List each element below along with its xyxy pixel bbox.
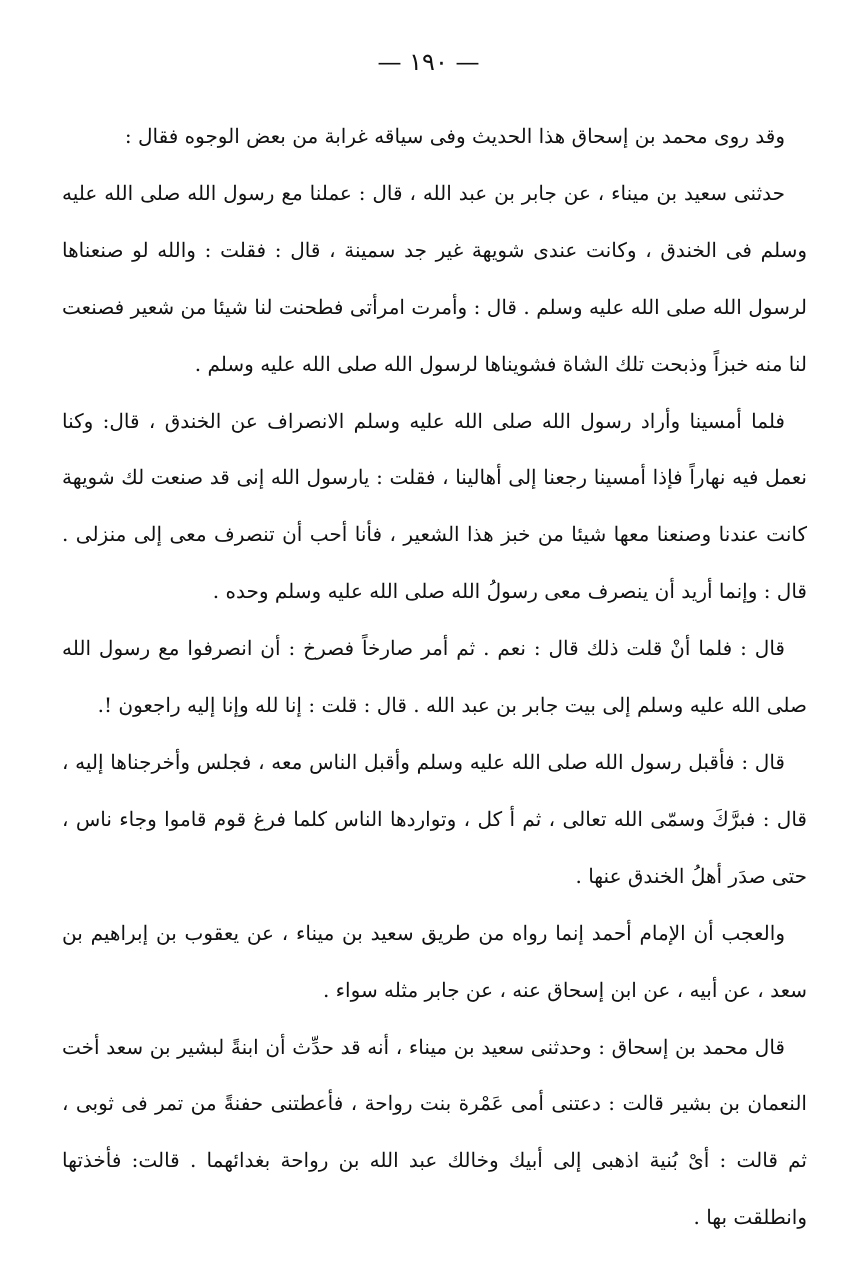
- paragraph-3: فلما أمسينا وأراد رسول الله صلى الله عليه وسلم الانصراف عن الخندق ، قال: وكنا نعمل فيه نهاراً فإذا أمسينا رجعنا إلى أهالينا ، فقلت : يارسول الله إنى قد صنعت لك شويهة كانت عندنا وصنعنا معها شيئا من خبز هذا الشعير ، فأنا أحب أن تنصرف معى إلى منزلى . قال : وإنما أريد أن ينصرف معى رسولُ الله صلى الله عليه وسلم وحده .: [62, 408, 808, 604]
- body-text: [62, 108, 807, 1246]
- paragraph-5: قال : فأقبل رسول الله صلى الله عليه وسلم وأقبل الناس معه ، فجلس وأخرجناها إليه ، قال : فبرَّكَ وسمّى الله تعالى ، ثم أ كل ، وتواردها الناس كلما فرغ قوم قاموا وجاء ناس ، حتى صدَر أهلُ الخندق عنها .: [62, 749, 807, 888]
- paragraph-6: والعجب أن الإمام أحمد إنما رواه من طريق سعيد بن ميناء ، عن يعقوب بن إبراهيم بن سعد ، عن أبيه ، عن ابن إسحاق عنه ، عن جابر مثله سواء .: [62, 920, 807, 1002]
- paragraph-2: حدثنى سعيد بن ميناء ، عن جابر بن عبد الله ، قال : عملنا مع رسول الله صلى الله عليه وسلم فى الخندق ، وكانت عندى شويهة غير جد سمينة ، قال : فقلت : والله لو صنعناها لرسول الله صلى الله عليه وسلم . قال : وأمرت امرأتى فطحنت لنا شيئا من شعير فصنعت لنا منه خبزاً وذبحت تلك الشاة فشويناها لرسول الله صلى الله عليه وسلم .: [62, 180, 807, 376]
- page-number: — ١٩٠ —: [377, 48, 480, 76]
- paragraph-1: وقد روى محمد بن إسحاق هذا الحديث وفى سياقه غرابة من بعض الوجوه فقال :: [124, 124, 785, 148]
- paragraph-7: قال محمد بن إسحاق : وحدثنى سعيد بن ميناء ، أنه قد حدِّث أن ابنةً لبشير بن سعد أخت النعمان بن بشير قالت : دعتنى أمى عَمْرة بنت رواحة ، فأعطتنى حفنةً من تمر فى ثوبى ، ثم قالت : أىْ بُنية اذهبى إلى أبيك وخالك عبد الله بن رواحة بغدائهما . قالت: فأخذتها وانطلقت بها .: [62, 1034, 807, 1230]
- paragraph-4: قال : فلما أنْ قلت ذلك قال : نعم . ثم أمر صارخاً فصرخ : أن انصرفوا مع رسول الله صلى الله عليه وسلم إلى بيت جابر بن عبد الله . قال : قلت : إنا لله وإنا إليه راجعون !.: [62, 636, 807, 718]
